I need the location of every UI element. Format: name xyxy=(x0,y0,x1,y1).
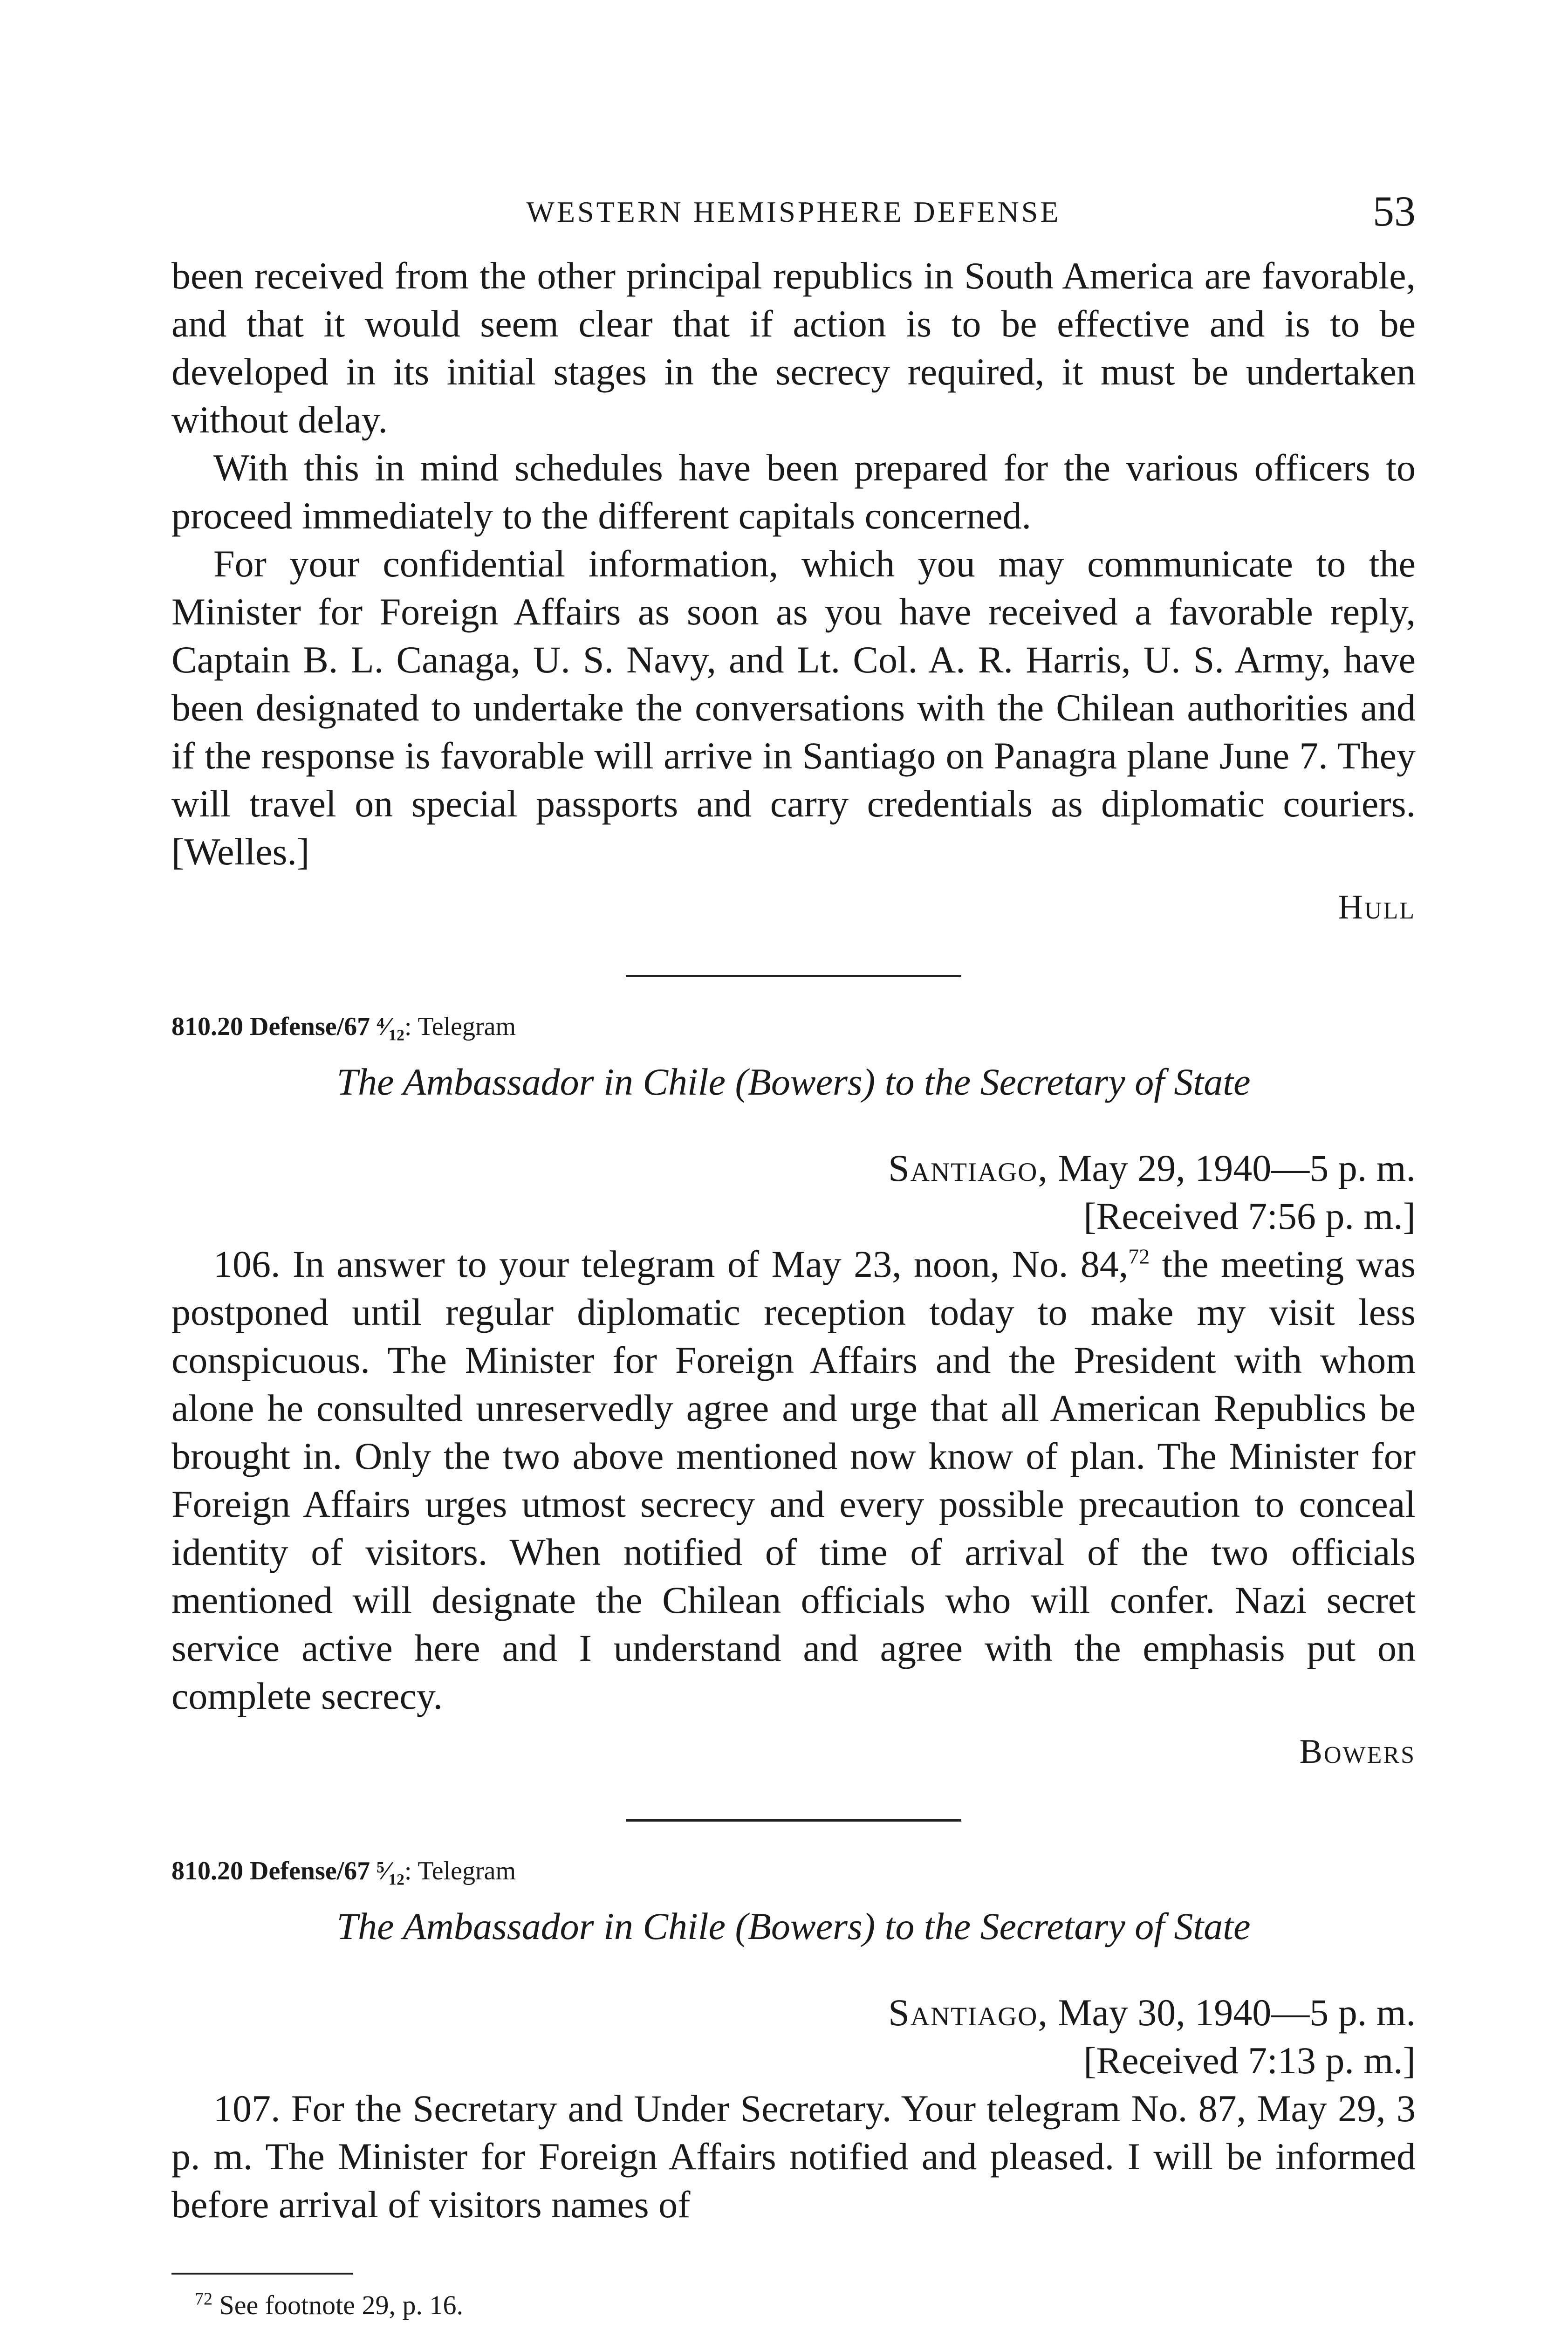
dateline-place: Santiago, xyxy=(888,1147,1048,1189)
footnote-text: See footnote 29, p. 16. xyxy=(219,2290,464,2320)
body-paragraph: With this in mind schedules have been prepared for the various officers to proceed immediately to the different capitals concerned. xyxy=(171,446,1416,537)
telegram-body: 107. For the Secretary and Under Secretary. Your telegram No. 87, May 29, 3 p. m. The Minister for Foreign Affairs notified and pleased. I will be informed before arrival of visitors names of xyxy=(171,2087,1416,2226)
running-title: WESTERN HEMISPHERE DEFENSE xyxy=(526,195,1061,228)
file-type: : Telegram xyxy=(404,1857,516,1885)
section-divider xyxy=(626,1819,961,1822)
telegram-106 xyxy=(171,1010,1416,1775)
body-text: 106. In answer to your telegram of May 23, noon, No. 84, xyxy=(213,1243,1129,1285)
page-number: 53 xyxy=(1373,187,1416,235)
document-title: The Ambassador in Chile (Bowers) to the Secretary of State xyxy=(336,1061,1251,1103)
footnote-number: 72 xyxy=(195,2289,212,2309)
dateline-place: Santiago, xyxy=(888,1991,1048,2034)
dateline-date: May 29, 1940—5 p. m. xyxy=(1048,1147,1416,1189)
body-text: the meeting was postponed until regular diplomatic reception today to make my visit less conspicuous. The Minister for Foreign Affairs and the President with whom alone he consulted unreservedly agree and urge that all American Republics be brought in. Only the two above mentioned now know of plan. The Minister for Foreign Affairs urges utmost secrecy and every possible precaution to conceal identity of visitors. When notified of time of arrival of the two officials mentioned will designate the Chilean officials who will confer. Nazi secret service active here and I understand and agree with the emphasis put on complete secrecy. xyxy=(171,1243,1416,1717)
telegram-body xyxy=(171,1240,1416,1720)
signature-bowers: Bowers xyxy=(1299,1733,1416,1771)
running-header xyxy=(171,177,1416,242)
telegram-107 xyxy=(171,1854,1416,2228)
section-divider xyxy=(626,975,961,977)
file-reference xyxy=(171,1854,1416,1888)
footnote-divider xyxy=(171,2273,353,2275)
footnote-marker: 72 xyxy=(1128,1244,1150,1268)
dateline-date: May 30, 1940—5 p. m. xyxy=(1048,1991,1416,2034)
document-title: The Ambassador in Chile (Bowers) to the Secretary of State xyxy=(336,1905,1251,1947)
file-number: 810.20 Defense/67 ⁵⁄₁₂ xyxy=(171,1857,404,1885)
body-paragraph: For your confidential information, which you may communicate to the Minister for Foreign Affairs as soon as you have received a favorable reply, Captain B. L. Canaga, U. S. Navy, and Lt. Col. A. R. Harris, U. S. Army, have been designated to undertake the conversations with the Chilean authorities and if the response is favorable will arrive in Santiago on Panagra plane June 7. They will travel on special passports and carry credentials as diplomatic couriers. [Welles.] xyxy=(171,542,1416,873)
section-continuation xyxy=(171,252,1416,931)
dateline xyxy=(171,1988,1416,2036)
file-type: : Telegram xyxy=(404,1012,516,1041)
footnote xyxy=(171,2289,1416,2322)
received-time: [Received 7:56 p. m.] xyxy=(1083,1195,1416,1237)
body-paragraph: been received from the other principal republics in South America are favorable, and that it would seem clear that if action is to be effective and is to be developed in its initial stages in the secrecy required, it must be undertaken without delay. xyxy=(171,254,1416,441)
document-page xyxy=(171,177,1416,2322)
signature-hull: Hull xyxy=(1338,888,1416,926)
file-number: 810.20 Defense/67 ⁴⁄₁₂ xyxy=(171,1012,404,1041)
received-time: [Received 7:13 p. m.] xyxy=(1083,2039,1416,2082)
file-reference xyxy=(171,1010,1416,1043)
dateline xyxy=(171,1144,1416,1192)
